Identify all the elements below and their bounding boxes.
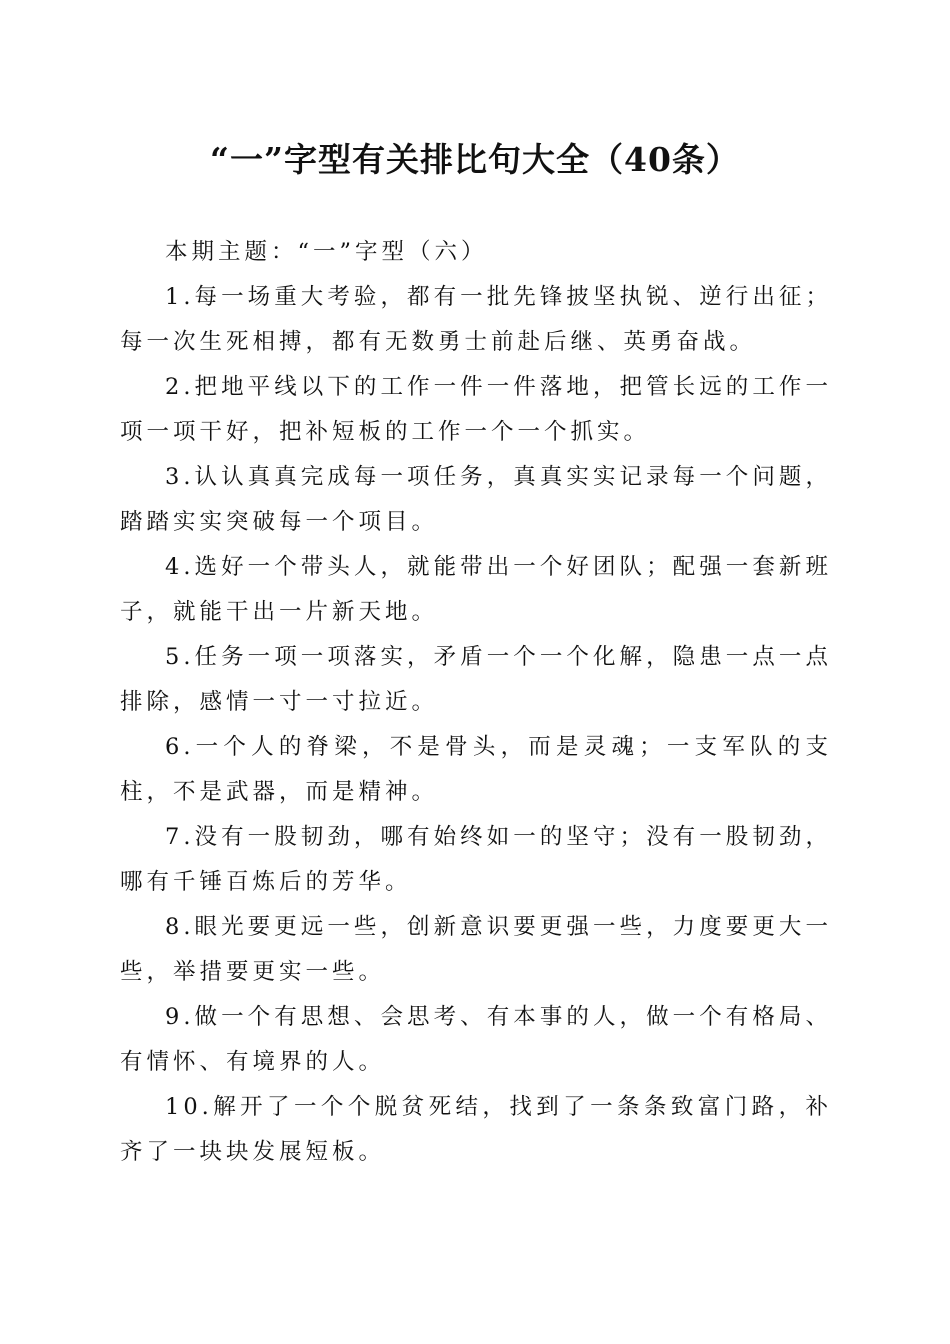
list-item: 1.每一场重大考验，都有一批先锋披坚执锐、逆行出征；每一次生死相搏，都有无数勇士前赴后继、英勇奋战。 — [120, 284, 832, 355]
intro-paragraph: 本期主题：“一”字型（六） — [165, 239, 488, 265]
list-item: 5.任务一项一项落实，矛盾一个一个化解，隐患一点一点排除，感情一寸一寸拉近。 — [120, 644, 832, 715]
list-item: 7.没有一股韧劲，哪有始终如一的坚守；没有一股韧劲，哪有千锤百炼后的芳华。 — [120, 824, 832, 895]
list-item: 2.把地平线以下的工作一件一件落地，把管长远的工作一项一项干好，把补短板的工作一个一个抓实。 — [120, 374, 832, 445]
list-item: 3.认认真真完成每一项任务，真真实实记录每一个问题，踏踏实实突破每一个项目。 — [120, 464, 832, 535]
list-item: 9.做一个有思想、会思考、有本事的人，做一个有格局、有情怀、有境界的人。 — [120, 1004, 832, 1075]
list-item: 8.眼光要更远一些，创新意识要更强一些，力度要更大一些，举措要更实一些。 — [120, 914, 832, 985]
list-item: 10.解开了一个个脱贫死结，找到了一条条致富门路，补齐了一块块发展短板。 — [120, 1094, 832, 1165]
list-item: 4.选好一个带头人，就能带出一个好团队；配强一套新班子，就能干出一片新天地。 — [120, 554, 832, 625]
list-item: 6.一个人的脊梁，不是骨头，而是灵魂；一支军队的支柱，不是武器，而是精神。 — [120, 734, 832, 805]
document-body — [120, 230, 832, 1175]
document-title: “一”字型有关排比句大全（40条） — [210, 140, 740, 179]
